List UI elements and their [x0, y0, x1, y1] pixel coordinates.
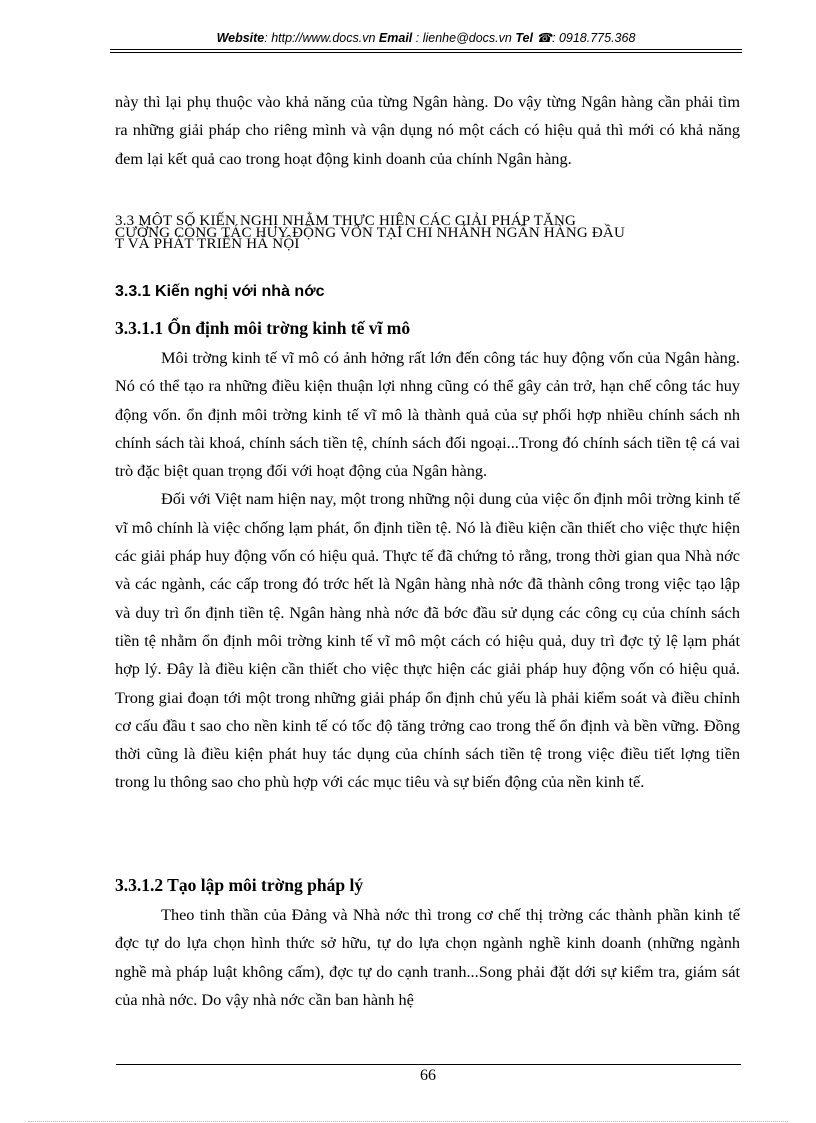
email-label: Email [378, 31, 413, 45]
heading-line-1: 3.3 MỘT SỐ KIẾN NGHỊ NHẰM THỰC HIỆN CÁC GIẢI PHÁP TĂNG [115, 213, 577, 229]
page-edge-dotted-line [28, 1121, 788, 1122]
heading-3-3-1-2: 3.3.1.2 Tạo lập môi trờng pháp lý [115, 875, 364, 895]
section-3-3-1-1-body [115, 344, 740, 797]
phone-icon: ☎ [536, 31, 552, 45]
heading-3-3-1: 3.3.1 Kiến nghị với nhà nớc [115, 283, 325, 300]
paragraph: Theo tinh thần của Đảng và Nhà nớc thì trong cơ chế thị trờng các thành phần kinh tế đợc tự do lựa chọn hình thức sở hữu, tự do lựa chọn ngành nghề kinh doanh (những ngành nghề mà pháp luật không cấm), đợc tự do cạnh tranh...Song phải đặt dới sự kiểm tra, giám sát của nhà nớc. Do vậy nhà nớc cần ban hành hệ [115, 905, 740, 1009]
header-rule [110, 49, 742, 50]
website-value: : http://www.docs.vn [264, 31, 376, 45]
heading-line-2: CƯỜNG CÔNG TÁC HUY ĐỘNG VỐN TẠI CHI NHÁNH NGÂN HÀNG ĐẦU [115, 224, 625, 241]
section-3-3-1-2-body [115, 901, 740, 1014]
header-rule-secondary [110, 52, 742, 53]
paragraph: Đối với Việt nam hiện nay, một trong những nội dung của việc ổn định môi trờng kinh tế vĩ mô chính là việc chống lạm phát, ổn định tiền tệ. Nó là điều kiện cần thiết cho việc thực hiện các giải pháp huy động vốn có hiệu quả. Thực tế đã chứng tỏ rằng, trong thời gian qua Nhà nớc và các ngành, các cấp trong đó trớc hết là Ngân hàng nhà nớc đã thành công trong việc tạo lập và duy trì ổn định tiền tệ. Ngân hàng nhà nớc đã bớc đầu sử dụng các công cụ của chính sách tiền tệ nhằm ổn định môi trờng kinh tế vĩ mô một cách có hiệu quả, duy trì đợc tỷ lệ lạm phát hợp lý. Đây là điều kiện cần thiết cho việc thực hiện các giải pháp huy động vốn có hiệu quả. Trong giai đoạn tới một trong những giải pháp ổn định chủ yếu là phải kiểm soát và điều chỉnh cơ cấu đầu t sao cho nền kinh tế có tốc độ tăng trởng cao trong thế ổn định và bền vững. Đồng thời cũng là điều kiện phát huy tác dụng của chính sách tiền tệ trong việc điều tiết lợng tiền trong lu thông sao cho phù hợp với các mục tiêu và sự biến động của nền kinh tế. [115, 489, 740, 792]
heading-3-3-1-1: 3.3.1.1 Ổn định môi trờng kinh tế vĩ mô [115, 318, 411, 338]
intro-text: này thì lại phụ thuộc vào khả năng của từng Ngân hàng. Do vậy từng Ngân hàng cần phải tìm ra những giải pháp cho riêng mình và vận dụng nó một cách có hiệu quả thì mới có khả năng đem lại kết quả cao trong hoạt động kinh doanh của chính Ngân hàng. [115, 92, 740, 168]
paragraph: Môi trờng kinh tế vĩ mô có ảnh hởng rất lớn đến công tác huy động vốn của Ngân hàng. Nó có thể tạo ra những điều kiện thuận lợi nhng cũng có thể gây cản trở, hạn chế công tác huy động vốn. ổn định môi trờng kinh tế vĩ mô là thành quả của sự phối hợp nhiều chính sách nh chính sách tài khoá, chính sách tiền tệ, chính sách đối ngoại...Trong đó chính sách tiền tệ cá vai trò đặc biệt quan trọng đối với hoạt động của Ngân hàng. [115, 348, 740, 481]
intro-paragraph [115, 88, 740, 173]
tel-value: : 0918.775.368 [552, 31, 636, 45]
section-heading-3-3 [115, 213, 740, 252]
page-number: 66 [420, 1067, 436, 1084]
heading-line-3: T VÀ PHÁT TRIỂN HÀ NỘI [115, 236, 300, 252]
website-label: Website [216, 31, 265, 45]
footer-rule [116, 1064, 741, 1065]
page-header [110, 30, 742, 45]
email-value: : lienhe@docs.vn [415, 31, 512, 45]
tel-label: Tel [515, 31, 533, 45]
